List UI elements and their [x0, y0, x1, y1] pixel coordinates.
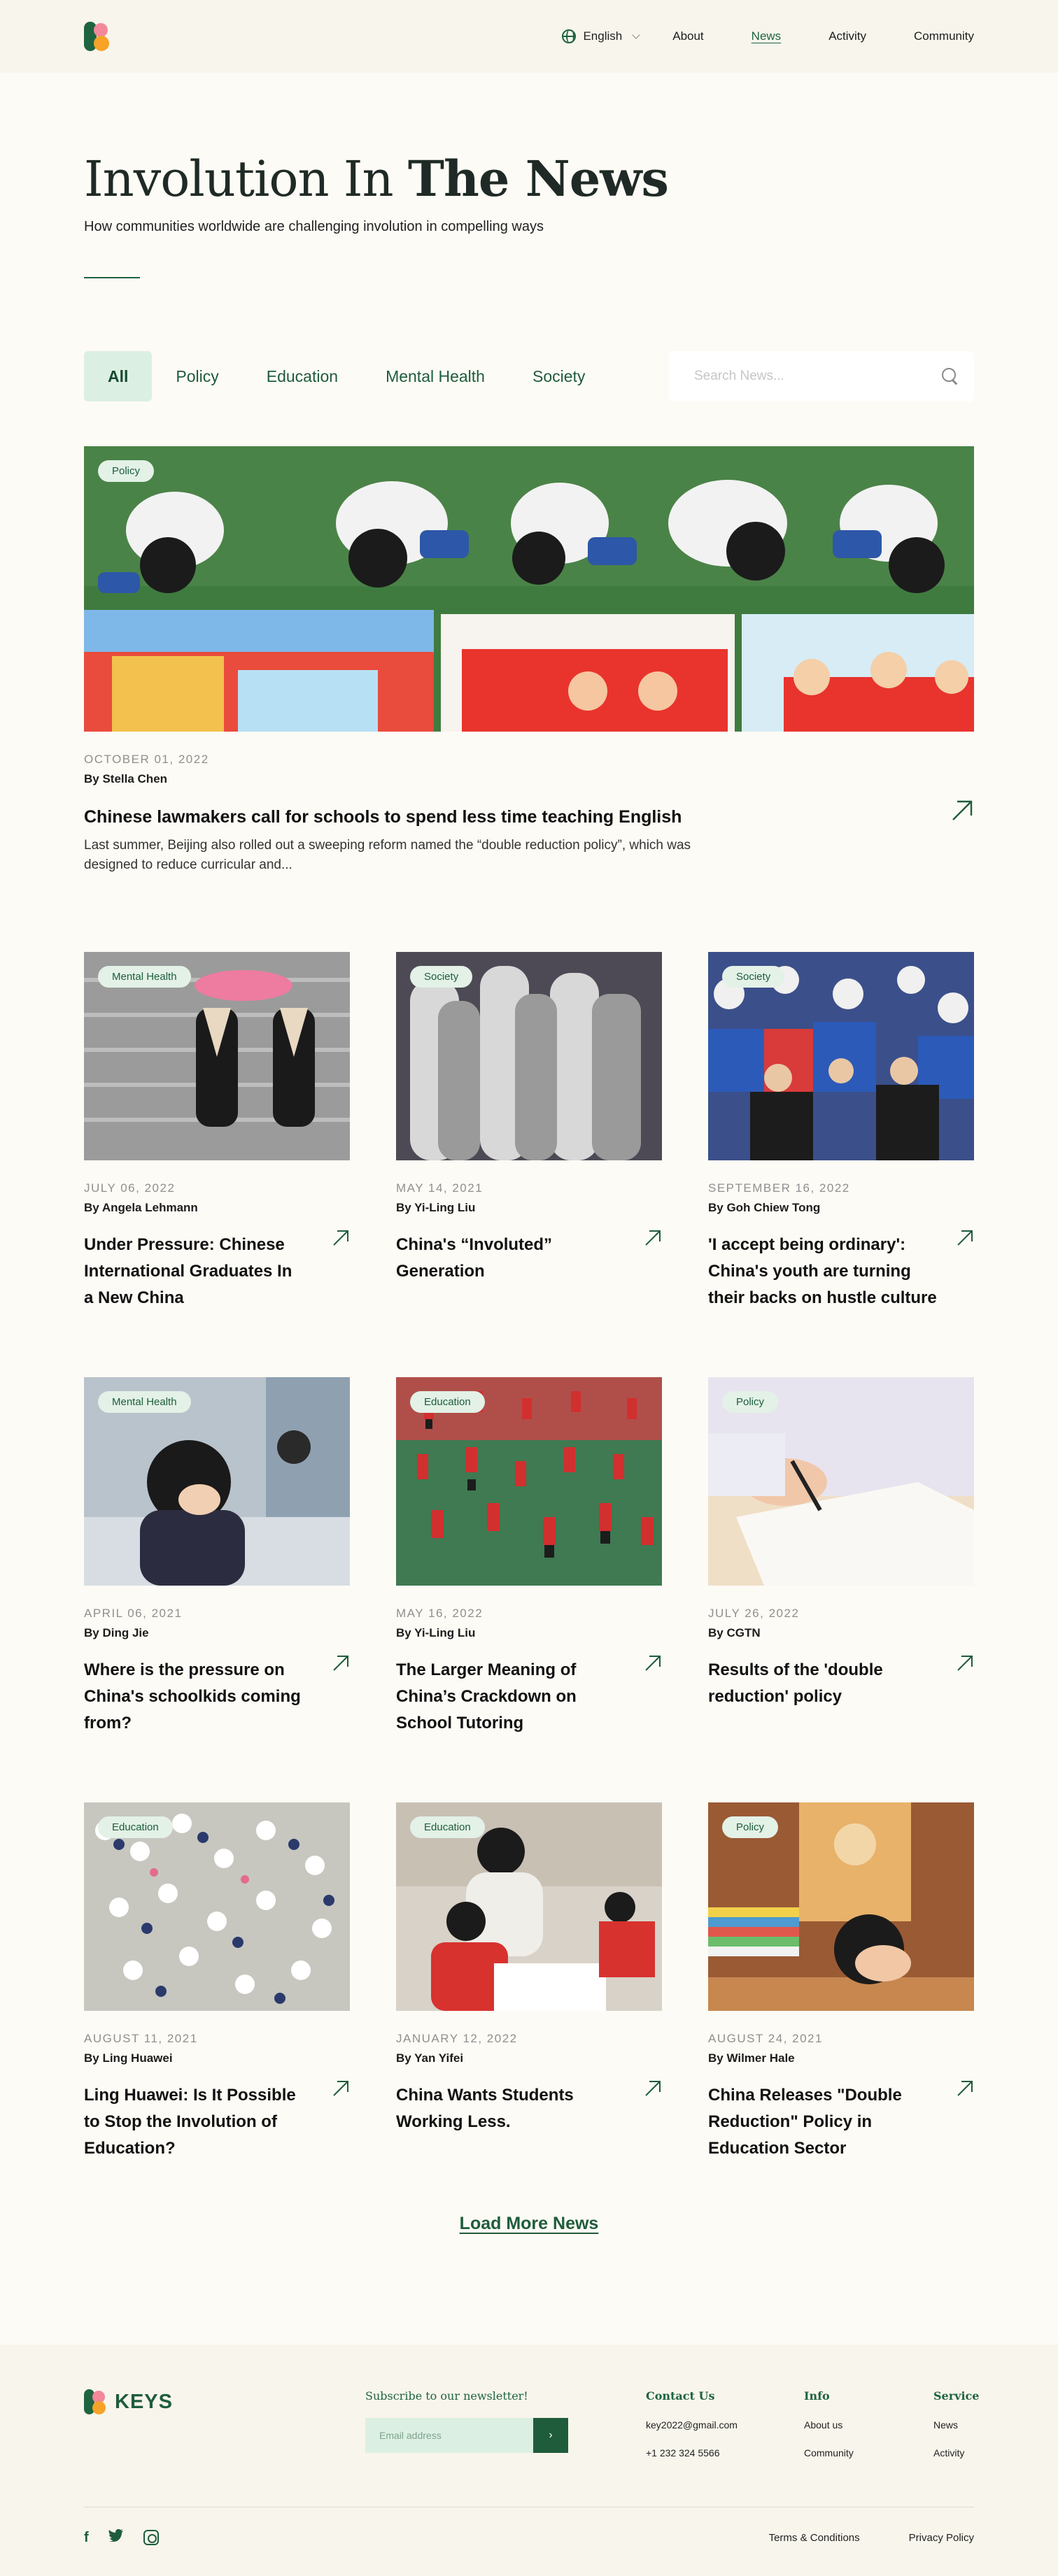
article-card[interactable]	[708, 1377, 974, 1802]
article-card[interactable]	[708, 952, 974, 1377]
divider	[84, 277, 140, 278]
nav-community[interactable]: Community	[914, 29, 974, 43]
nav-activity[interactable]: Activity	[828, 29, 867, 43]
article-title[interactable]: China Releases "Double Reduction" Policy in Education Sector	[708, 2086, 902, 2158]
arrow-up-right-icon[interactable]	[644, 2079, 662, 2098]
category-badge: Policy	[722, 1816, 778, 1838]
article-author: By Yi-Ling Liu	[396, 1626, 476, 1639]
main-nav	[562, 29, 974, 43]
footer-info	[804, 2389, 854, 2458]
article-author: By Ding Jie	[84, 1626, 149, 1639]
footer-link-news[interactable]: News	[933, 2419, 959, 2431]
page-title	[84, 150, 974, 208]
tab-society[interactable]: Society	[532, 367, 586, 385]
article-author: By Wilmer Hale	[708, 2051, 795, 2065]
featured-article[interactable]	[84, 446, 974, 875]
tab-mental-health[interactable]: Mental Health	[386, 367, 485, 385]
article-card[interactable]	[84, 1802, 350, 2228]
instagram-icon[interactable]	[143, 2530, 159, 2545]
legal-links	[769, 2532, 974, 2544]
featured-image[interactable]	[84, 446, 974, 732]
category-badge: Education	[410, 1816, 485, 1838]
article-date: OCTOBER 01, 2022	[84, 753, 209, 766]
article-title[interactable]: China's “Involuted” Generation	[396, 1235, 553, 1281]
article-card[interactable]	[396, 952, 662, 1377]
globe-icon	[562, 29, 576, 43]
article-title[interactable]: Ling Huawei: Is It Possible to Stop the Involution of Education?	[84, 2086, 296, 2158]
subscribe-button[interactable]: ›	[533, 2418, 568, 2453]
privacy-link[interactable]: Privacy Policy	[908, 2531, 974, 2544]
article-grid	[84, 952, 974, 2228]
article-date: JULY 06, 2022	[84, 1181, 176, 1195]
arrow-up-right-icon[interactable]	[644, 1654, 662, 1672]
info-heading: Info	[804, 2389, 830, 2403]
arrow-up-right-icon[interactable]	[956, 1654, 974, 1672]
article-image[interactable]	[84, 1802, 350, 2011]
footer-service	[933, 2389, 979, 2458]
article-image[interactable]	[84, 1377, 350, 1586]
article-date: MAY 14, 2021	[396, 1181, 484, 1195]
search-box	[669, 351, 974, 401]
article-author: By Yi-Ling Liu	[396, 1201, 476, 1214]
brand-logo-icon	[84, 2389, 106, 2414]
article-date: MAY 16, 2022	[396, 1607, 484, 1620]
category-tabs	[84, 351, 609, 401]
article-author: By Stella Chen	[84, 772, 168, 785]
article-image[interactable]	[708, 952, 974, 1160]
article-title[interactable]: The Larger Meaning of China’s Crackdown on School Tutoring	[396, 1660, 577, 1732]
article-date: APRIL 06, 2021	[84, 1607, 183, 1620]
footer-link-about-us[interactable]: About us	[804, 2419, 843, 2431]
footer-top	[84, 2389, 980, 2515]
category-badge: Society	[410, 966, 472, 988]
article-author: By Yan Yifei	[396, 2051, 464, 2065]
arrow-up-right-icon[interactable]	[332, 1229, 350, 1247]
category-badge: Policy	[98, 460, 154, 482]
article-title[interactable]: Results of the 'double reduction' policy	[708, 1660, 883, 1706]
footer-contact	[646, 2389, 738, 2458]
search-input[interactable]	[694, 369, 918, 384]
arrow-up-right-icon[interactable]	[332, 1654, 350, 1672]
arrow-up-right-icon[interactable]	[956, 1229, 974, 1247]
load-more-link[interactable]: Load More News	[459, 2214, 599, 2233]
language-selector[interactable]	[562, 29, 639, 43]
article-date: JANUARY 12, 2022	[396, 2032, 518, 2045]
terms-link[interactable]: Terms & Conditions	[768, 2531, 860, 2544]
email-field[interactable]	[365, 2418, 533, 2453]
article-image[interactable]	[396, 1802, 662, 2011]
article-card[interactable]	[708, 1802, 974, 2228]
nav-news[interactable]: News	[751, 29, 782, 43]
article-image[interactable]	[396, 1377, 662, 1586]
tab-education[interactable]: Education	[266, 367, 339, 385]
article-image[interactable]	[708, 1802, 974, 2011]
article-image[interactable]	[396, 952, 662, 1160]
article-excerpt: Last summer, Beijing also rolled out a sweeping reform named the “double reduction policy”, which was designed to reduce curricular and...	[84, 838, 691, 872]
article-date: AUGUST 24, 2021	[708, 2032, 823, 2045]
footer-link-community[interactable]: Community	[804, 2447, 854, 2458]
article-date: SEPTEMBER 16, 2022	[708, 1181, 850, 1195]
article-card[interactable]	[84, 952, 350, 1377]
category-badge: Mental Health	[98, 966, 191, 988]
article-date: AUGUST 11, 2021	[84, 2032, 198, 2045]
footer-logo[interactable]	[84, 2389, 173, 2414]
chevron-down-icon	[633, 31, 640, 38]
article-card[interactable]	[84, 1377, 350, 1802]
arrow-up-right-icon[interactable]	[950, 799, 974, 823]
category-badge: Education	[98, 1816, 173, 1838]
category-badge: Policy	[722, 1391, 778, 1413]
site-footer	[0, 2344, 1058, 2576]
article-author: By CGTN	[708, 1626, 761, 1639]
article-card[interactable]	[396, 1802, 662, 2228]
hero	[0, 73, 1058, 278]
article-author: By Angela Lehmann	[84, 1201, 198, 1214]
article-author: By Ling Huawei	[84, 2051, 173, 2065]
footer-link-activity[interactable]: Activity	[933, 2447, 965, 2458]
children-painting-illustration	[84, 446, 974, 732]
footer-bottom	[84, 2529, 974, 2546]
service-heading: Service	[933, 2389, 980, 2403]
tab-policy[interactable]: Policy	[176, 367, 219, 385]
brand-logo[interactable]	[84, 22, 109, 51]
article-title[interactable]: Under Pressure: Chinese International Graduates In a New China	[84, 1235, 292, 1307]
article-image[interactable]	[708, 1377, 974, 1586]
facebook-icon[interactable]: f	[84, 2529, 89, 2545]
article-title[interactable]: Chinese lawmakers call for schools to spend less time teaching English	[84, 807, 682, 827]
article-title[interactable]: 'I accept being ordinary': China's youth are turning their backs on hustle culture	[708, 1235, 937, 1307]
social-links	[84, 2529, 159, 2546]
arrow-up-right-icon[interactable]	[956, 2079, 974, 2098]
article-date: JULY 26, 2022	[708, 1607, 800, 1620]
arrow-up-right-icon[interactable]	[332, 2079, 350, 2098]
newsletter-heading: Subscribe to our newsletter!	[365, 2389, 528, 2403]
title-bold: The News	[407, 150, 668, 208]
twitter-icon[interactable]	[108, 2529, 124, 2546]
article-card[interactable]	[396, 1377, 662, 1802]
article-image[interactable]	[84, 952, 350, 1160]
site-header	[0, 0, 1058, 73]
title-light: Involution In	[84, 150, 393, 208]
contact-heading: Contact Us	[646, 2389, 715, 2403]
article-title[interactable]: Where is the pressure on China's schoolkids coming from?	[84, 1660, 301, 1732]
contact-email[interactable]: key2022@gmail.com	[646, 2419, 738, 2431]
nav-about[interactable]: About	[672, 29, 704, 43]
newsletter-form	[365, 2418, 568, 2453]
article-title[interactable]: China Wants Students Working Less.	[396, 2086, 574, 2131]
category-badge: Education	[410, 1391, 485, 1413]
page-subtitle: How communities worldwide are challenging involution in compelling ways	[84, 219, 544, 234]
tab-all[interactable]: All	[84, 351, 152, 401]
filter-bar	[84, 351, 974, 401]
category-badge: Society	[722, 966, 784, 988]
contact-phone[interactable]: +1 232 324 5566	[646, 2447, 720, 2458]
article-author: By Goh Chiew Tong	[708, 1201, 821, 1214]
newsletter	[365, 2389, 568, 2453]
language-label: English	[583, 29, 623, 43]
brand-name: KEYS	[115, 2390, 173, 2413]
category-badge: Mental Health	[98, 1391, 191, 1413]
arrow-up-right-icon[interactable]	[644, 1229, 662, 1247]
search-icon[interactable]	[942, 368, 959, 385]
